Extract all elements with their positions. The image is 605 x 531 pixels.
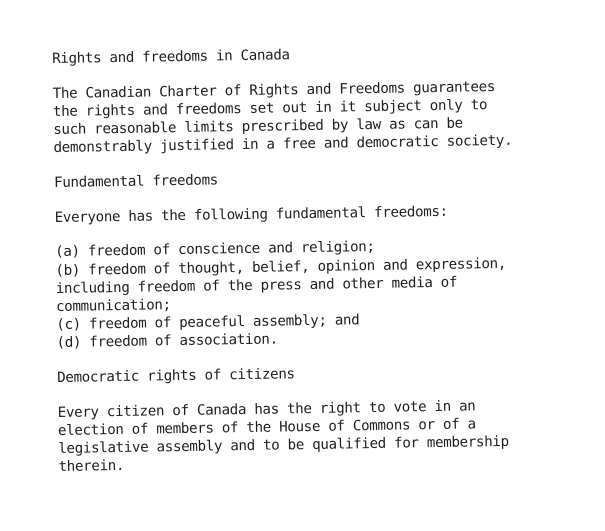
list-item: (a) freedom of conscience and religion; xyxy=(55,239,375,261)
paragraph-line: legislative assembly and to be qualified for membership xyxy=(58,433,509,457)
document-title: Rights and freedoms in Canada xyxy=(52,47,290,67)
democratic-rights-paragraph xyxy=(58,395,599,476)
section-lead: Everyone has the following fundamental freedoms: xyxy=(54,203,448,226)
section-heading-democratic-rights: Democratic rights of citizens xyxy=(57,366,295,386)
list-item: including freedom of the press and other media of xyxy=(55,274,458,297)
paragraph-line: therein. xyxy=(58,458,125,476)
freedoms-list xyxy=(55,235,597,353)
intro-paragraph xyxy=(53,76,594,157)
list-item: communication; xyxy=(55,297,171,315)
paragraph-line: demonstrably justified in a free and democratic society. xyxy=(53,133,513,157)
list-item: (b) freedom of thought, belief, opinion and expression, xyxy=(55,255,507,279)
list-item: (c) freedom of peaceful assembly; and xyxy=(56,312,360,334)
list-item: (d) freedom of association. xyxy=(56,331,278,352)
paragraph-line: election of members of the House of Commons or of a xyxy=(57,416,476,439)
paragraph-line: the rights and freedoms set out in it subject only to xyxy=(52,97,488,120)
document-page xyxy=(52,42,599,477)
paragraph-line: Every citizen of Canada has the right to vote in an xyxy=(57,398,476,421)
paragraph-line: The Canadian Charter of Rights and Freedoms guarantees xyxy=(52,78,496,102)
paragraph-line: such reasonable limits prescribed by law as can be xyxy=(53,115,463,139)
section-heading-fundamental-freedoms: Fundamental freedoms xyxy=(53,172,219,191)
